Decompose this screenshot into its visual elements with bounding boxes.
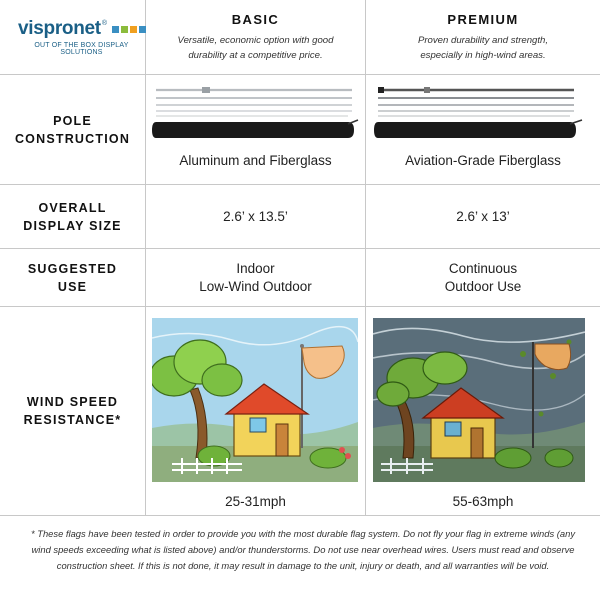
basic-use-value — [146, 249, 365, 306]
basic-wind-value: 25-31mph — [225, 494, 286, 509]
row-label-line: OVERALL — [38, 200, 107, 215]
brand-logo — [0, 0, 145, 74]
row-label-pole — [0, 75, 145, 184]
row-label-line: POLE — [53, 113, 92, 128]
brand-name: vispronet — [18, 18, 101, 39]
basic-title: BASIC — [231, 12, 280, 27]
column-header-basic — [146, 12, 365, 68]
stormy-weather-illustration — [373, 318, 585, 482]
row-label-line: SUGGESTED — [27, 261, 118, 276]
basic-use-line: Indoor — [236, 260, 275, 276]
premium-pole-kit-image — [374, 84, 586, 146]
row-label-line: USE — [57, 279, 88, 294]
row-label-line: CONSTRUCTION — [14, 131, 131, 146]
premium-description-line: Proven durability and strength, — [417, 35, 549, 46]
row-label-line: DISPLAY SIZE — [23, 218, 122, 233]
premium-use-line: Outdoor Use — [444, 278, 522, 294]
basic-description — [178, 33, 334, 63]
premium-use-value — [366, 249, 600, 306]
calm-weather-illustration — [152, 318, 358, 482]
row-label-use — [0, 249, 145, 306]
basic-use-line: Low-Wind Outdoor — [199, 278, 312, 294]
brand-squares-icon — [112, 26, 146, 33]
row-label-line: WIND SPEED — [26, 395, 119, 409]
premium-size-value: 2.6’ x 13’ — [456, 208, 510, 224]
column-header-premium — [366, 12, 600, 68]
premium-pole-value: Aviation-Grade Fiberglass — [405, 153, 561, 168]
premium-description-line: especially in high-wind areas. — [420, 50, 546, 61]
row-label-size — [0, 185, 145, 248]
basic-description-line: durability at a competitive price. — [188, 50, 323, 61]
premium-use-line: Continuous — [448, 260, 518, 276]
disclaimer-footnote: * These flags have been tested in order to provide you with the most durable flag system. Do not fly your flag in extreme winds (any wind speeds exceeding what is listed above) and/or thunderstorms. Do not use near overhead wires. Users must read and observe construction sheet. If this is not done, it may result in damage to the unit, injury or death, and all warranties will be void. — [30, 528, 576, 571]
premium-wind-value: 55-63mph — [452, 494, 514, 509]
brand-tagline: OUT OF THE BOX DISPLAY SOLUTIONS — [34, 42, 129, 56]
basic-description-line: Versatile, economic option with good — [177, 35, 334, 46]
row-label-line: RESISTANCE* — [23, 413, 122, 427]
basic-pole-value: Aluminum and Fiberglass — [179, 153, 332, 168]
row-label-wind — [0, 307, 145, 515]
trademark-mark: ® — [101, 20, 107, 27]
row-divider — [0, 515, 600, 516]
basic-size-value: 2.6’ x 13.5’ — [223, 208, 288, 224]
premium-description — [418, 33, 548, 63]
basic-pole-kit-image — [152, 84, 362, 146]
premium-title: PREMIUM — [447, 12, 519, 27]
